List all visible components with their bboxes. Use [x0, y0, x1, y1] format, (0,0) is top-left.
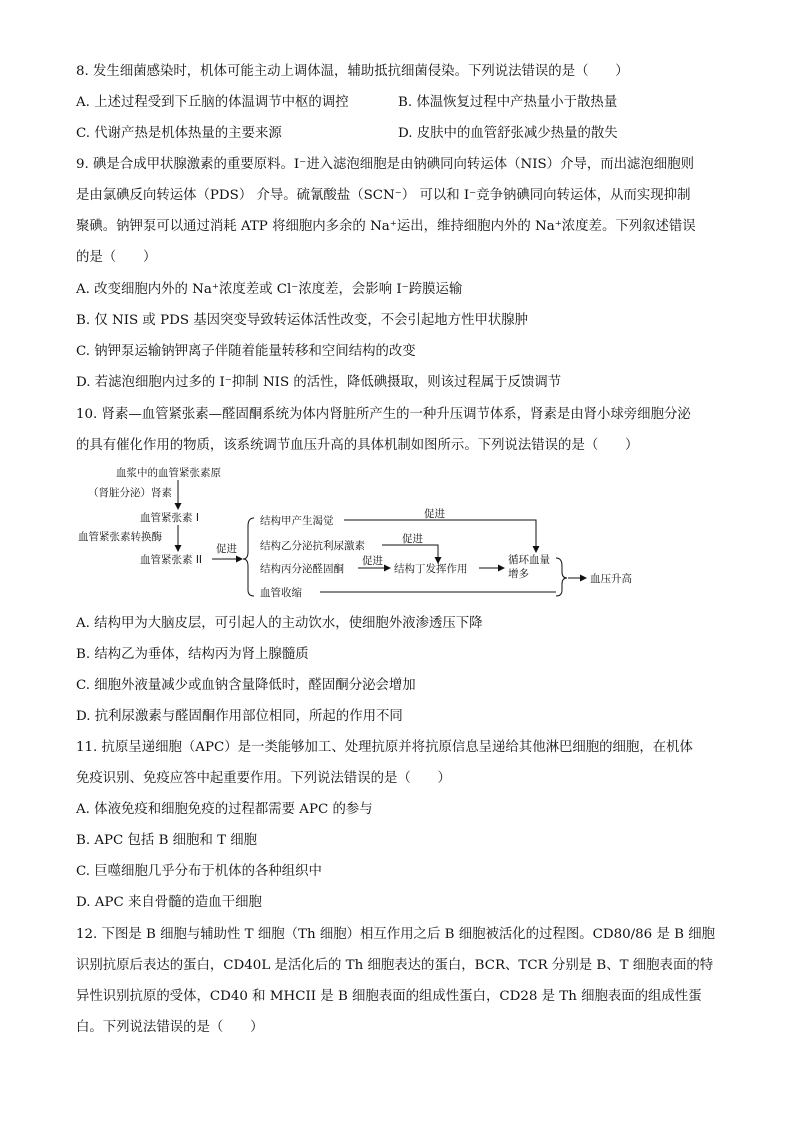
q8-option-b: B. 体温恢复过程中产热量小于散热量	[398, 95, 618, 110]
q12-stem-line-4: 白。下列说法错误的是（ ）	[76, 1020, 264, 1035]
q9-stem-line-3: 聚碘。钠钾泵可以通过消耗 ATP 将细胞内多余的 Na⁺运出，维持细胞内外的 Na⁺浓度差。下列叙述错误	[76, 219, 696, 234]
right-brace	[556, 558, 567, 596]
label-promote-main: 促进	[216, 543, 237, 555]
node-structure-ding: 结构丁发挥作用	[394, 563, 468, 575]
node-blood-volume-line-1: 循环血量	[508, 554, 550, 566]
q11-option-b: B. APC 包括 B 细胞和 T 细胞	[76, 833, 258, 848]
branch-structure-jia: 结构甲产生渴觉	[260, 515, 334, 527]
q11-option-d: D. APC 来自骨髓的造血干细胞	[76, 895, 262, 910]
label-promote-c: 促进	[362, 555, 383, 567]
node-ace: 血管紧张素转换酶	[78, 531, 162, 543]
q9-option-c: C. 钠钾泵运输钠钾离子伴随着能量转移和空间结构的改变	[76, 344, 416, 359]
q11-stem-line-1: 11. 抗原呈递细胞（APC）是一类能够加工、处理抗原并将抗原信息呈递给其他淋巴细胞的细胞，在机体	[76, 740, 693, 755]
q8-option-c: C. 代谢产热是机体热量的主要来源	[76, 126, 282, 141]
node-renin: （肾脏分泌）肾素	[88, 487, 172, 499]
q11-stem-line-2: 免疫识别、免疫应答中起重要作用。下列说法错误的是（ ）	[76, 771, 451, 786]
q12-stem-line-1: 12. 下图是 B 细胞与辅助性 T 细胞（Th 细胞）相互作用之后 B 细胞被活化的过程图。CD80/86 是 B 细胞	[76, 927, 715, 942]
arrow-branch-a	[344, 520, 536, 552]
q9-stem-line-4: 的是（ ）	[76, 250, 157, 265]
q10-stem-line-1: 10. 肾素—血管紧张素—醛固酮系统为体内肾脏所产生的一种升压调节体系，肾素是由肾小球旁细胞分泌	[76, 407, 691, 422]
q9-stem-line-1: 9. 碘是合成甲状腺激素的重要原料。I⁻进入滤泡细胞是由钠碘同向转运体（NIS）介导，而出滤泡细胞则	[76, 157, 694, 172]
q11-option-c: C. 巨噬细胞几乎分布于机体的各种组织中	[76, 864, 322, 879]
raas-mechanism-diagram	[76, 462, 676, 608]
node-blood-volume-line-2: 增多	[508, 568, 529, 580]
q10-option-b: B. 结构乙为垂体，结构丙为肾上腺髓质	[76, 647, 309, 662]
q8-option-a: A. 上述过程受到下丘脑的体温调节中枢的调控	[76, 95, 349, 110]
q10-option-d: D. 抗利尿激素与醛固酮作用部位相同，所起的作用不同	[76, 709, 403, 724]
node-angiotensinogen: 血浆中的血管紧张素原	[116, 467, 221, 479]
node-blood-pressure-rise: 血压升高	[590, 573, 632, 585]
q9-stem-line-2: 是由氯碘反向转运体（PDS） 介导。硫氰酸盐（SCN⁻） 可以和 I⁻竞争钠碘同向转运体，从而实现抑制	[76, 188, 691, 203]
branch-structure-yi: 结构乙分泌抗利尿激素	[260, 540, 365, 552]
q12-stem-line-2: 识别抗原后表达的蛋白，CD40L 是活化后的 Th 细胞表达的蛋白，BCR、TCR 分别是 B、T 细胞表面的特	[76, 958, 714, 973]
left-brace	[243, 518, 254, 596]
q9-option-a: A. 改变细胞内外的 Na⁺浓度差或 Cl⁻浓度差，会影响 I⁻跨膜运输	[76, 282, 463, 297]
branch-vasoconstriction: 血管收缩	[260, 587, 302, 599]
q10-option-a: A. 结构甲为大脑皮层，可引起人的主动饮水，使细胞外液渗透压下降	[76, 616, 483, 631]
node-angiotensin-1: 血管紧张素 I	[140, 512, 199, 524]
q12-stem-line-3: 异性识别抗原的受体，CD40 和 MHCII 是 B 细胞表面的组成性蛋白，CD28 是 Th 细胞表面的组成性蛋	[76, 989, 702, 1004]
label-promote-a: 促进	[424, 508, 445, 520]
q11-option-a: A. 体液免疫和细胞免疫的过程都需要 APC 的参与	[76, 802, 373, 817]
q8-stem: 8. 发生细菌感染时，机体可能主动上调体温，辅助抵抗细菌侵染。下列说法错误的是（ ）	[76, 64, 629, 79]
q9-option-d: D. 若滤泡细胞内过多的 I⁻抑制 NIS 的活性，降低碘摄取，则该过程属于反馈调节	[76, 375, 562, 390]
q10-stem-line-2: 的具有催化作用的物质，该系统调节血压升高的具体机制如图所示。下列说法错误的是（ ）	[76, 438, 639, 453]
q9-option-b: B. 仅 NIS 或 PDS 基因突变导致转运体活性改变，不会引起地方性甲状腺肿	[76, 313, 529, 328]
node-angiotensin-2: 血管紧张素 II	[140, 554, 203, 566]
branch-structure-bing: 结构丙分泌醛固酮	[260, 563, 344, 575]
q8-option-d: D. 皮肤中的血管舒张减少热量的散失	[398, 126, 618, 141]
label-promote-b: 促进	[402, 533, 423, 545]
q10-option-c: C. 细胞外液量减少或血钠含量降低时，醛固酮分泌会增加	[76, 678, 416, 693]
arrow-branch-b	[382, 545, 438, 563]
